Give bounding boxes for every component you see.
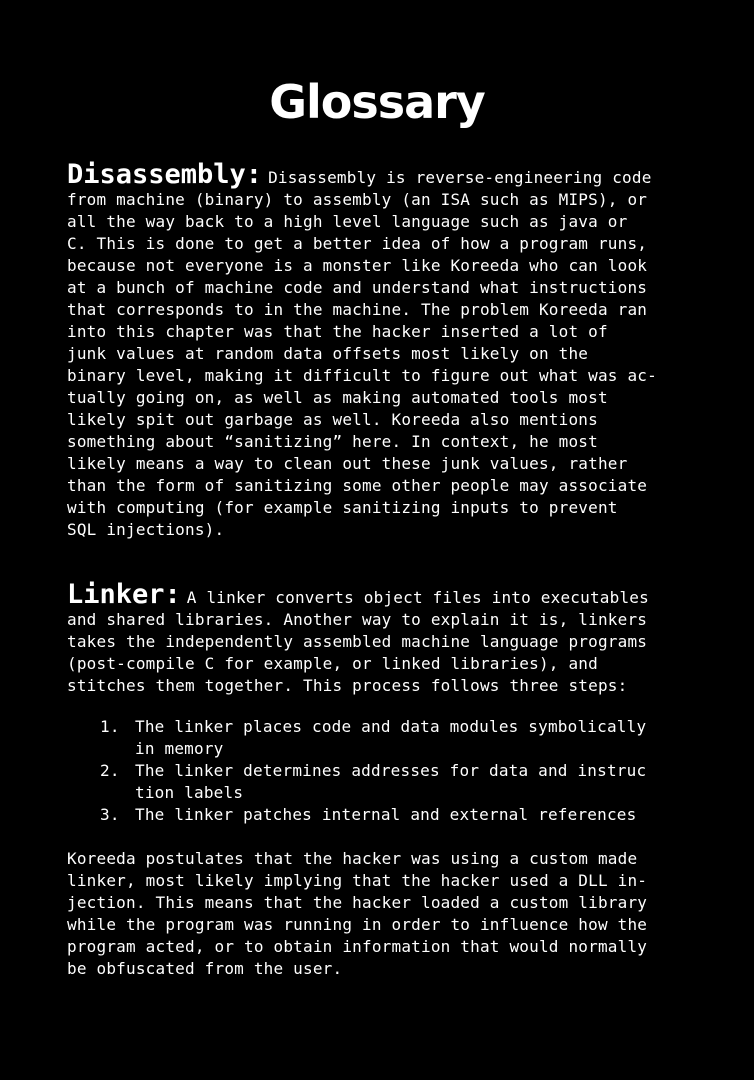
definition-line: into this chapter was that the hacker inserted a lot of <box>67 322 608 341</box>
list-item <box>100 716 710 760</box>
definition-line: likely spit out garbage as well. Koreeda also mentions <box>67 410 598 429</box>
definition-line: that corresponds to in the machine. The problem Koreeda ran <box>67 300 648 319</box>
step-text-line: The linker determines addresses for data and instruc <box>135 761 647 780</box>
definition-line: something about “sanitizing” here. In context, he most <box>67 432 598 451</box>
list-item <box>100 804 710 826</box>
entry-first-line <box>67 159 707 190</box>
step-text-line: in memory <box>135 739 224 758</box>
paragraph-line: while the program was running in order to influence how the <box>67 915 648 934</box>
paragraph-line: linker, most likely implying that the hacker used a DLL in- <box>67 871 648 890</box>
definition-line: takes the independently assembled machine language programs <box>67 632 648 651</box>
paragraph-line: Koreeda postulates that the hacker was using a custom made <box>67 849 638 868</box>
definition-line: (post-compile C for example, or linked libraries), and <box>67 654 598 673</box>
definition-line: Disassembly is reverse-engineering code <box>268 168 652 187</box>
paragraph-line: program acted, or to obtain information that would normally <box>67 937 648 956</box>
definition-line: likely means a way to clean out these junk values, rather <box>67 454 628 473</box>
step-text-line: The linker patches internal and external references <box>135 805 637 824</box>
definition-line: all the way back to a high level language such as java or <box>67 212 628 231</box>
definition-line: A linker converts object files into executables <box>186 588 649 607</box>
step-number: 1. <box>100 717 120 736</box>
definition-line: at a bunch of machine code and understand what instructions <box>67 278 648 297</box>
list-item <box>100 760 710 804</box>
paragraph-line: jection. This means that the hacker loaded a custom library <box>67 893 648 912</box>
glossary-entry-disassembly <box>67 159 707 541</box>
page-title: Glossary <box>269 75 485 129</box>
definition-line: stitches them together. This process follows three steps: <box>67 676 628 695</box>
step-number: 2. <box>100 761 120 780</box>
definition-line: SQL injections). <box>67 520 225 539</box>
linker-steps-list <box>100 716 710 826</box>
step-text-line: The linker places code and data modules symbolically <box>135 717 647 736</box>
definition-line: C. This is done to get a better idea of how a program runs, <box>67 234 648 253</box>
step-text-line: tion labels <box>135 783 244 802</box>
entry-first-line <box>67 579 707 610</box>
term-disassembly: Disassembly: <box>67 159 263 190</box>
definition-line: from machine (binary) to assembly (an ISA such as MIPS), or <box>67 190 648 209</box>
definition-line: and shared libraries. Another way to explain it is, linkers <box>67 610 648 629</box>
paragraph-line: be obfuscated from the user. <box>67 959 343 978</box>
term-linker: Linker: <box>67 579 181 610</box>
definition-line: binary level, making it difficult to figure out what was ac- <box>67 366 657 385</box>
glossary-entry-linker <box>67 579 707 697</box>
definition-line: than the form of sanitizing some other people may associate <box>67 476 648 495</box>
step-number: 3. <box>100 805 120 824</box>
definition-line: junk values at random data offsets most likely on the <box>67 344 589 363</box>
linker-closing-paragraph <box>67 848 707 980</box>
definition-line: tually going on, as well as making automated tools most <box>67 388 608 407</box>
definition-line: because not everyone is a monster like Koreeda who can look <box>67 256 648 275</box>
definition-line: with computing (for example sanitizing inputs to prevent <box>67 498 618 517</box>
